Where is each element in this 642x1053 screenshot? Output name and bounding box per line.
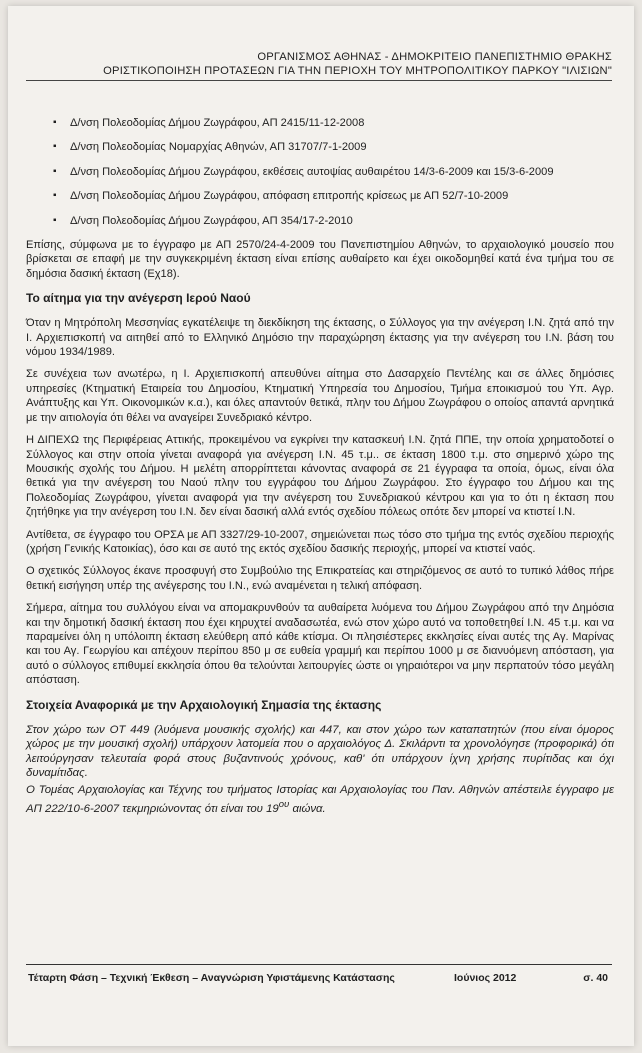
header-organization: ΟΡΓΑΝΙΣΜΟΣ ΑΘΗΝΑΣ - ΔΗΜΟΚΡΙΤΕΙΟ ΠΑΝΕΠΙΣΤΗΜΙΟ ΘΡΑΚΗΣ <box>257 51 612 63</box>
list-item: ▪ Δ/νση Πολεοδομίας Νομαρχίας Αθηνών, ΑΠ 31707/7-1-2009 <box>26 140 614 154</box>
page-footer <box>28 972 608 984</box>
list-item: ▪ Δ/νση Πολεοδομίας Δήμου Ζωγράφου, εκθέσεις αυτοψίας αυθαιρέτου 14/3-6-2009 και 15/3-6-2009 <box>26 165 614 179</box>
section-heading: Στοιχεία Αναφορικά με την Αρχαιολογική Σημασία της έκτασης <box>26 697 382 712</box>
paragraph: Η ΔΙΠΕΧΩ της Περιφέρειας Αττικής, προκειμένου να εγκρίνει την κατασκευή Ι.Ν. ζητά ΠΠΕ, την οποία χρηματοδοτεί ο Σύλλογος και στην οποία γίνεται αναφορά για ανέγερση Ι.Ν. 45 τ.μ.. σε έκταση 1800 τ.μ. στο σημερινό χώρο της Μουσικής σχολής του Δήμου. Η μελέτη απορρίπτεται κάνοντας αναφορά σε 21 έγγραφα τα οποία, όμως, είναι όλα θετικά για την ανέγερση του Ναού πλην του εγγράφου του Δήμου Ζωγράφου. Στο έγγραφο του Δήμου και της Πολεοδομίας Ζωγράφου, γίνεται αναφορά για την ανέγερση του Συνεδριακού κέντρου και για το ότι η έκταση που ζητήθηκε για την ανέγερση του Ι.Ν. δεν είναι δασική αλλά εντός σχεδίου πόλεως οπότε δεν μπορεί να κτιστεί Ι.Ν. <box>26 434 614 519</box>
list-item: ▪ Δ/νση Πολεοδομίας Δήμου Ζωγράφου, ΑΠ 2415/11-12-2008 <box>26 116 614 130</box>
list-item: ▪ Δ/νση Πολεοδομίας Δήμου Ζωγράφου, απόφαση επιτροπής κρίσεως με ΑΠ 52/7-10-2009 <box>26 189 614 203</box>
italic-paragraph: Στον χώρο των ΟΤ 449 (λυόμενα μουσικής σχολής) και 447, και στον χώρο των καταπατητών (που είναι όμορος χώρος με την μουσική σχολή) υπάρχουν λατομεία που ο αρχαιολόγος Δ. Σκιλάρντι τα χρονολόγησε (προφορικά) ότι λειτούργησαν τελευταία φορά στους βυζαντινούς χρόνους, καθ' ότι υπάρχουν ίχνη χρήσης πυρίτιδας και όχι δυναμίτιδας. <box>26 723 614 780</box>
paragraph-text: αιώνα. <box>289 802 326 815</box>
paragraph: Επίσης, σύμφωνα με το έγγραφο με ΑΠ 2570/24-4-2009 του Πανεπιστημίου Αθηνών, το αρχαιολογικό μουσείο που βρίσκεται σε επαφή με την συγκεκριμένη έκταση είναι επίσης αυθαίρετο και έχει οικοδομηθεί κατά ένα τμήμα του σε δημόσια δασική έκταση (Εχ18). <box>26 239 614 280</box>
page-body <box>26 116 614 824</box>
header-project-title: ΟΡΙΣΤΙΚΟΠΟΙΗΣΗ ΠΡΟΤΑΣΕΩΝ ΓΙΑ ΤΗΝ ΠΕΡΙΟΧΗ ΤΟΥ ΜΗΤΡΟΠΟΛΙΤΙΚΟΥ ΠΑΡΚΟΥ "ΙΛΙΣΙΩΝ" <box>103 65 612 77</box>
paragraph: Αντίθετα, σε έγγραφο του ΟΡΣΑ με ΑΠ 3327/29-10-2007, σημειώνεται πως τόσο στο τμήμα της εντός σχεδίου περιοχής (χρήση Γενικής Κατοικίας), όσο και σε αυτό της εκτός σχεδίου δασικής περιοχής, μπορεί να κτιστεί ναός. <box>26 528 614 555</box>
page-number: σ. 40 <box>583 972 608 984</box>
list-item: ▪ Δ/νση Πολεοδομίας Δήμου Ζωγράφου, ΑΠ 354/17-2-2010 <box>26 214 614 228</box>
header-divider <box>26 80 612 81</box>
italic-paragraph <box>26 783 614 816</box>
footer-date: Ιούνιος 2012 <box>454 972 517 984</box>
superscript: ου <box>278 798 290 810</box>
page-header <box>26 50 612 78</box>
footer-title: Τέταρτη Φάση – Τεχνική Έκθεση – Αναγνώριση Υφιστάμενης Κατάστασης <box>28 972 395 984</box>
paragraph: Σήμερα, αίτημα του συλλόγου είναι να απομακρυνθούν τα αυθαίρετα λυόμενα του Δήμου Ζωγράφου από την Δημόσια και την δημοτική δασική έκταση που έχει κηρυχτεί αναδασωτέα, ενώ στον χώρο αυτό να τοποθετηθεί Ι.Ν. 45 τ.μ. και να παραμείνει όλη η υπόλοιπη έκταση ελεύθερη από κάθε κτίσμα. Οι πλησιέστερες εκκλησίες είναι αυτές της Αγ. Μαρίνας και του Αγ. Γεωργίου και απέχουν περίπου 850 μ σε ευθεία γραμμή και περίπου 1000 μ σε διανυόμενη απόσταση, για αυτό ο σύλλογος επιθυμεί εκκλησία όπου θα τελούνται λειτουργίες ώστε οι γηραιότεροι να μην περπατούν τόσο μεγάλη απόσταση. <box>26 602 614 687</box>
footer-divider <box>26 964 612 965</box>
paragraph: Σε συνέχεια των ανωτέρω, η Ι. Αρχιεπισκοπή απευθύνει αίτημα στο Δασαρχείο Πεντέλης και σε άλλες δημόσιες υπηρεσίες (Κτηματική Εταιρεία του Δημοσίου, Κτηματική Υπηρεσία του Δημοσίου, Τμήμα εποικισμού του Υπ. Αγρ. Ανάπτυξης και Υπ. Οικονομικών κ.α.), και όλες απαντούν θετικά, πλην του Δήμου Ζωγράφου ο οποίος απαντά αρνητικά με την αιτιολογία ότι θέλει να αναγείρει Συνεδριακό κέντρο. <box>26 368 614 424</box>
document-page <box>8 6 634 1046</box>
paragraph: Ο σχετικός Σύλλογος έκανε προσφυγή στο Συμβούλιο της Επικρατείας και στηριζόμενος σε αυτό το τυπικό λάθος πήρε θετική εισήγηση υπέρ της ανέγερσης του Ι.Ν., ενώ αναμένεται η τελική απόφαση. <box>26 565 614 592</box>
section-heading: Το αίτημα για την ανέγερση Ιερού Ναού <box>26 291 251 306</box>
paragraph: Όταν η Μητρόπολη Μεσσηνίας εγκατέλειψε τη διεκδίκηση της έκτασης, ο Σύλλογος για την ανέγερση Ι.Ν. ζητά από την Ι. Αρχιεπισκοπή να αιτηθεί από το Ελληνικό Δημόσιο την παραχώρηση έκτασης για την ανέγερση του Ι.Ν. βάση του νόμου 1934/1989. <box>26 317 614 359</box>
references-list <box>26 116 614 228</box>
paragraph-text: Ο Τομέας Αρχαιολογίας και Τέχνης του τμήματος Ιστορίας και Αρχαιολογίας του Παν. Αθηνών απέστειλε έγγραφο με ΑΠ 222/10-6-2007 τεκμηριώνοντας ότι είναι του 19 <box>26 783 614 815</box>
